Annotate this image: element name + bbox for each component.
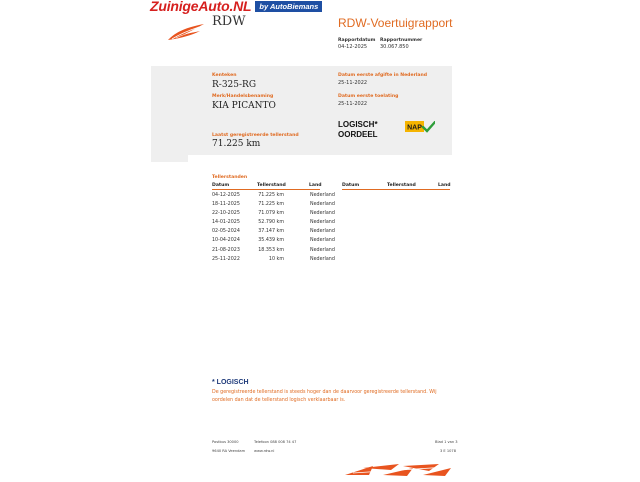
row-date: 10-04-2024: [212, 238, 240, 244]
footer-address-line1: Postbus 30000: [212, 440, 239, 444]
col-head-land-1: Land: [309, 183, 322, 188]
odometer-section-title: Tellerstanden: [212, 175, 248, 180]
table-row: [212, 219, 335, 228]
nap-badge-icon: [405, 118, 435, 130]
row-date: 18-11-2025: [212, 202, 240, 208]
report-date-value: 04-12-2025: [338, 44, 368, 50]
legend-title: * LOGISCH: [212, 379, 249, 386]
col-head-date-2: Datum: [342, 183, 360, 188]
row-km: 71.225 km: [258, 202, 284, 208]
col-head-date-1: Datum: [212, 183, 230, 188]
brand-bar: [150, 0, 322, 12]
plate-label: Kenteken: [212, 73, 237, 78]
row-km: 35.439 km: [258, 238, 284, 244]
brand-name: ZuinigeAuto.NL: [150, 0, 252, 14]
plate-value: R-325-RG: [212, 80, 257, 90]
first-issue-nl-value: 25-11-2022: [338, 80, 368, 86]
row-date: 21-08-2023: [212, 247, 240, 253]
col-head-land-2: Land: [438, 183, 451, 188]
table-row: [212, 210, 335, 219]
odometer-rows: [212, 192, 335, 265]
row-land: Nederland: [310, 211, 335, 217]
last-km-label: Laatst geregistreerde tellerstand: [212, 133, 299, 138]
row-land: Nederland: [310, 220, 335, 226]
report-number-label: Rapportnummer: [380, 38, 423, 43]
first-admission-label: Datum eerste toelating: [338, 94, 399, 99]
row-km: 10 km: [268, 256, 284, 262]
rdw-name: RDW: [212, 14, 246, 29]
footer-code: 3 E 1078: [440, 449, 456, 453]
footer-address-line2: 9640 RA Veendam: [212, 449, 246, 453]
make-value: KIA PICANTO: [212, 101, 276, 111]
table-row: [212, 201, 335, 210]
verdict-line1: LOGISCH*: [338, 120, 378, 129]
row-land: Nederland: [310, 256, 335, 262]
col-head-km-2: Tellerstand: [387, 183, 416, 188]
table-row: [212, 247, 335, 256]
first-issue-nl-label: Datum eerste afgifte in Nederland: [338, 73, 428, 78]
row-km: 71.079 km: [258, 211, 284, 217]
first-admission-value: 25-11-2022: [338, 101, 368, 107]
vehicle-panel: [151, 66, 452, 155]
report-number-value: 30.067.850: [380, 44, 409, 50]
footer-page: Blad 1 van 3: [435, 440, 458, 444]
row-date: 02-05-2024: [212, 229, 240, 235]
table-row: [212, 256, 335, 265]
row-km: 71.225 km: [258, 193, 284, 198]
rdw-logo-icon: [166, 22, 206, 46]
legend-text: De geregistreerde tellerstand is steeds hoger dan de daarvoor geregistreerde tellerstand. Wij oordelen dan dat de tellerstand logisch verklaarbaar is.: [212, 390, 437, 403]
col-divider-2: [342, 189, 450, 190]
report-date-label: Rapportdatum: [338, 38, 376, 43]
col-divider-1: [212, 189, 320, 190]
verdict: [338, 120, 378, 140]
row-date: 22-10-2025: [212, 211, 240, 217]
footer-phone: Telefoon 088 008 74 47: [254, 440, 297, 444]
table-row: [212, 192, 335, 201]
footer-website[interactable]: www.rdw.nl: [254, 449, 275, 453]
row-date: 04-12-2025: [212, 193, 240, 198]
brand-tag: by AutoBiemans: [255, 1, 322, 12]
last-km-value: 71.225 km: [212, 139, 261, 149]
vehicle-panel-tab: [151, 155, 188, 162]
rdw-stripe-logo-icon: [343, 462, 453, 482]
verdict-line2: OORDEEL: [338, 130, 378, 139]
row-date: 25-11-2022: [212, 256, 240, 262]
row-land: Nederland: [310, 229, 335, 235]
col-head-km-1: Tellerstand: [257, 183, 286, 188]
row-land: Nederland: [310, 193, 335, 198]
make-label: Merk/Handelsbenaming: [212, 94, 274, 99]
nap-badge-text: NAP: [407, 124, 422, 132]
row-land: Nederland: [310, 202, 335, 208]
row-km: 52.790 km: [258, 220, 284, 226]
row-km: 37.147 km: [258, 229, 284, 235]
row-km: 18.353 km: [258, 247, 284, 253]
row-date: 14-01-2025: [212, 220, 240, 226]
report-title: RDW-Voertuigrapport: [338, 16, 453, 30]
table-row: [212, 237, 335, 246]
table-row: [212, 228, 335, 237]
row-land: Nederland: [310, 247, 335, 253]
row-land: Nederland: [310, 238, 335, 244]
